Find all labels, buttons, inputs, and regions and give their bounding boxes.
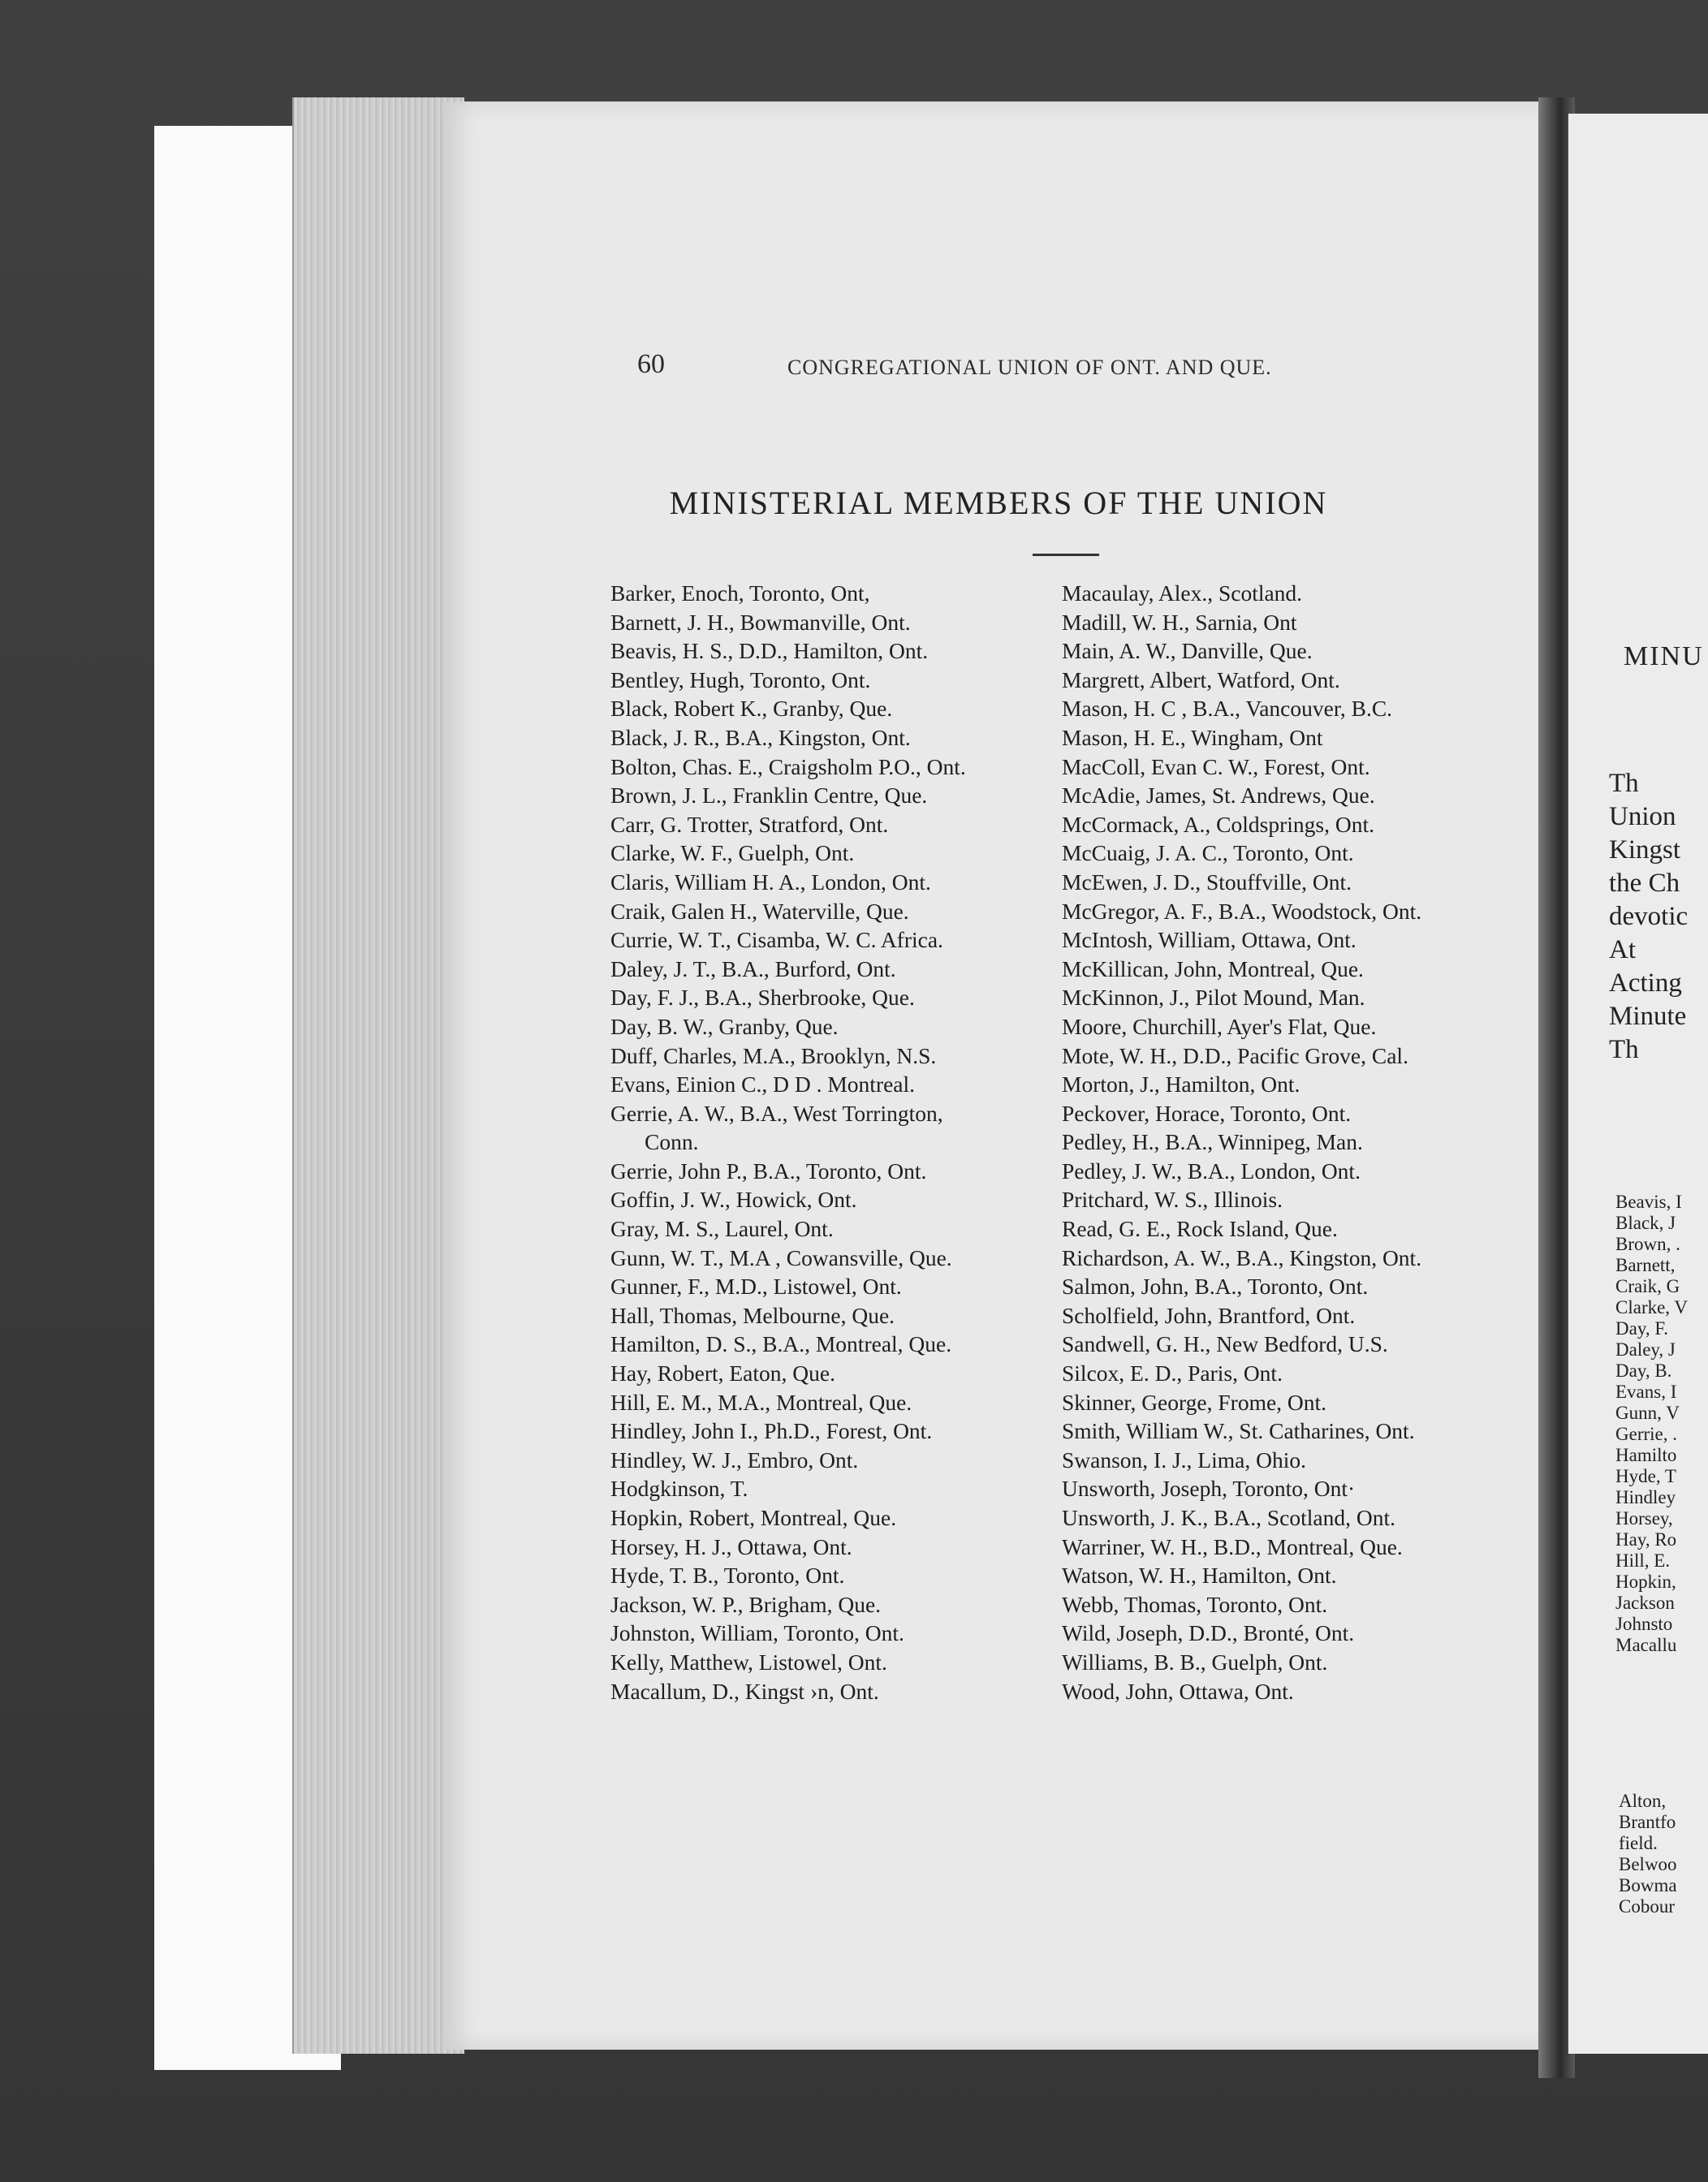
facing-name-line: Hamilto — [1615, 1445, 1677, 1465]
facing-place-line: Alton, — [1619, 1791, 1667, 1811]
member-entry: Watson, W. H., Hamilton, Ont. — [1062, 1563, 1337, 1589]
facing-name-line: Hopkin, — [1615, 1572, 1676, 1592]
member-entry: Sandwell, G. H., New Bedford, U.S. — [1062, 1331, 1388, 1357]
member-entry: Duff, Charles, M.A., Brooklyn, N.S. — [610, 1042, 937, 1068]
member-entry: Margrett, Albert, Watford, Ont. — [1062, 666, 1340, 692]
member-entry: McKinnon, J., Pilot Mound, Man. — [1062, 985, 1365, 1011]
book-page-edges — [292, 97, 464, 2054]
member-entry: Brown, J. L., Franklin Centre, Que. — [610, 783, 928, 809]
running-head-title: CONGREGATIONAL UNION OF ONT. AND QUE. — [787, 356, 1272, 379]
member-entry: Salmon, John, B.A., Toronto, Ont. — [1062, 1274, 1369, 1300]
member-entry: Day, F. J., B.A., Sherbrooke, Que. — [610, 985, 915, 1011]
member-entry: Bentley, Hugh, Toronto, Ont. — [610, 666, 871, 692]
facing-name-line: Beavis, I — [1615, 1192, 1682, 1212]
member-entry: Daley, J. T., B.A., Burford, Ont. — [610, 955, 896, 981]
member-entry: Pedley, H., B.A., Winnipeg, Man. — [1062, 1129, 1363, 1155]
member-entry: Kelly, Matthew, Listowel, Ont. — [610, 1649, 887, 1675]
member-entry: McEwen, J. D., Stouffville, Ont. — [1062, 869, 1352, 895]
member-entry: Johnston, William, Toronto, Ont. — [610, 1620, 904, 1646]
facing-name-line: Hill, E. — [1615, 1550, 1671, 1571]
page-number: 60 — [637, 349, 665, 379]
member-entry: Black, Robert K., Granby, Que. — [610, 696, 893, 722]
member-entry: Main, A. W., Danville, Que. — [1062, 638, 1313, 664]
member-entry: Hodgkinson, T. — [610, 1476, 748, 1502]
facing-name-line: Jackson — [1615, 1593, 1675, 1613]
facing-page-name-list — [1615, 1192, 1688, 1656]
member-entry: Madill, W. H., Sarnia, Ont — [1062, 609, 1297, 635]
member-entry: Pritchard, W. S., Illinois. — [1062, 1187, 1283, 1213]
member-entry: Peckover, Horace, Toronto, Ont. — [1062, 1100, 1352, 1126]
facing-name-line: Horsey, — [1615, 1508, 1673, 1529]
facing-name-line: Brown, . — [1615, 1234, 1680, 1254]
member-entry: Richardson, A. W., B.A., Kingston, Ont. — [1062, 1244, 1422, 1270]
facing-paragraph-line: devotic — [1609, 902, 1689, 931]
member-entry: Hopkin, Robert, Montreal, Que. — [610, 1505, 897, 1530]
member-entry: Webb, Thomas, Toronto, Ont. — [1062, 1591, 1328, 1617]
facing-name-line: Macallu — [1615, 1635, 1677, 1655]
member-entry: Barker, Enoch, Toronto, Ont, — [610, 580, 870, 606]
facing-paragraph-line: Th — [1609, 769, 1639, 798]
member-entry: Black, J. R., B.A., Kingston, Ont. — [610, 724, 911, 750]
member-entry: McGregor, A. F., B.A., Woodstock, Ont. — [1062, 898, 1422, 924]
member-entry: Gerrie, A. W., B.A., West Torrington, — [610, 1100, 943, 1126]
facing-name-line: Black, J — [1615, 1213, 1676, 1233]
facing-name-line: Day, B. — [1615, 1361, 1672, 1381]
facing-place-line: field. — [1619, 1833, 1658, 1853]
member-entry: Day, B. W., Granby, Que. — [610, 1013, 839, 1039]
member-entry: Barnett, J. H., Bowmanville, Ont. — [610, 609, 911, 635]
member-entry: Moore, Churchill, Ayer's Flat, Que. — [1062, 1013, 1377, 1039]
member-entry: Clarke, W. F., Guelph, Ont. — [610, 840, 855, 866]
member-entry: Smith, William W., St. Catharines, Ont. — [1062, 1418, 1415, 1444]
facing-name-line: Hindley — [1615, 1487, 1676, 1507]
facing-name-line: Gerrie, . — [1615, 1424, 1677, 1444]
running-head — [637, 349, 1449, 382]
facing-name-line: Daley, J — [1615, 1339, 1676, 1360]
member-entry: Wild, Joseph, D.D., Bronté, Ont. — [1062, 1620, 1355, 1646]
facing-page-place-list — [1619, 1791, 1677, 1917]
member-entry: Currie, W. T., Cisamba, W. C. Africa. — [610, 927, 943, 953]
member-entry: Craik, Galen H., Waterville, Que. — [610, 898, 909, 924]
facing-page — [1568, 114, 1708, 2054]
member-entry: Beavis, H. S., D.D., Hamilton, Ont. — [610, 638, 929, 664]
member-entry: Gerrie, John P., B.A., Toronto, Ont. — [610, 1158, 927, 1184]
facing-name-line: Gunn, V — [1615, 1403, 1680, 1423]
member-entry: Hyde, T. B., Toronto, Ont. — [610, 1563, 845, 1589]
facing-name-line: Johnsto — [1615, 1614, 1673, 1634]
member-entry: Gray, M. S., Laurel, Ont. — [610, 1216, 834, 1242]
member-entry: Gunner, F., M.D., Listowel, Ont. — [610, 1274, 902, 1300]
member-entry: Hall, Thomas, Melbourne, Que. — [610, 1302, 895, 1328]
member-entry: Macallum, D., Kingst ›n, Ont. — [610, 1678, 879, 1704]
facing-name-line: Barnett, — [1615, 1255, 1676, 1275]
member-entry: Evans, Einion C., D D . Montreal. — [610, 1072, 916, 1097]
member-entry: Morton, J., Hamilton, Ont. — [1062, 1072, 1300, 1097]
members-column-right — [1062, 579, 1541, 1705]
member-entry: McKillican, John, Montreal, Que. — [1062, 955, 1364, 981]
facing-paragraph-line: At — [1609, 935, 1636, 964]
member-entry: Read, G. E., Rock Island, Que. — [1062, 1216, 1338, 1242]
section-heading: MINISTERIAL MEMBERS OF THE UNION — [669, 485, 1328, 521]
member-entry: Unsworth, Joseph, Toronto, Ont· — [1062, 1476, 1356, 1502]
member-entry: McIntosh, William, Ottawa, Ont. — [1062, 927, 1356, 953]
facing-paragraph-line: Minute — [1609, 1002, 1687, 1031]
facing-place-line: Cobour — [1619, 1896, 1675, 1917]
member-entry: Warriner, W. H., B.D., Montreal, Que. — [1062, 1533, 1403, 1559]
member-entry: Mote, W. H., D.D., Pacific Grove, Cal. — [1062, 1042, 1408, 1068]
member-entry: Conn. — [645, 1129, 699, 1155]
member-entry: Hindley, John I., Ph.D., Forest, Ont. — [610, 1418, 933, 1444]
member-entry: McCuaig, J. A. C., Toronto, Ont. — [1062, 840, 1354, 866]
facing-page-heading: MINU — [1624, 641, 1704, 671]
member-entry: Hill, E. M., M.A., Montreal, Que. — [610, 1389, 912, 1415]
facing-name-line: Day, F. — [1615, 1318, 1669, 1339]
member-entry: McAdie, James, St. Andrews, Que. — [1062, 783, 1375, 809]
facing-paragraph-line: Union — [1609, 802, 1676, 831]
member-entry: Skinner, George, Frome, Ont. — [1062, 1389, 1327, 1415]
facing-name-line: Craik, G — [1615, 1276, 1680, 1296]
member-entry: Mason, H. C , B.A., Vancouver, B.C. — [1062, 696, 1393, 722]
facing-page-paragraph — [1609, 767, 1688, 1067]
member-entry: Goffin, J. W., Howick, Ont. — [610, 1187, 857, 1213]
member-entry: Gunn, W. T., M.A , Cowansville, Que. — [610, 1244, 952, 1270]
heading-rule — [1033, 554, 1099, 556]
member-entry: MacColl, Evan C. W., Forest, Ont. — [1062, 753, 1370, 779]
facing-place-line: Brantfo — [1619, 1812, 1676, 1832]
member-entry: Hay, Robert, Eaton, Que. — [610, 1361, 835, 1386]
facing-name-line: Evans, I — [1615, 1382, 1677, 1402]
member-entry: Mason, H. E., Wingham, Ont — [1062, 724, 1323, 750]
facing-name-line: Hyde, T — [1615, 1466, 1676, 1486]
member-entry: Bolton, Chas. E., Craigsholm P.O., Ont. — [610, 753, 966, 779]
facing-place-line: Bowma — [1619, 1875, 1677, 1895]
facing-name-line: Hay, Ro — [1615, 1529, 1677, 1550]
member-entry: Unsworth, J. K., B.A., Scotland, Ont. — [1062, 1505, 1395, 1530]
member-entry: Scholfield, John, Brantford, Ont. — [1062, 1302, 1356, 1328]
member-entry: Wood, John, Ottawa, Ont. — [1062, 1678, 1294, 1704]
facing-place-line: Belwoo — [1619, 1854, 1677, 1874]
member-entry: Claris, William H. A., London, Ont. — [610, 869, 931, 895]
facing-name-line: Clarke, V — [1615, 1297, 1689, 1317]
member-entry: Hindley, W. J., Embro, Ont. — [610, 1447, 859, 1473]
member-entry: Hamilton, D. S., B.A., Montreal, Que. — [610, 1331, 952, 1357]
members-column-left — [610, 579, 1065, 1705]
facing-paragraph-line: Acting — [1609, 968, 1682, 998]
member-entry: Pedley, J. W., B.A., London, Ont. — [1062, 1158, 1361, 1184]
member-entry: Silcox, E. D., Paris, Ont. — [1062, 1361, 1283, 1386]
member-entry: Horsey, H. J., Ottawa, Ont. — [610, 1533, 852, 1559]
facing-paragraph-line: Th — [1609, 1035, 1639, 1064]
facing-paragraph-line: Kingst — [1609, 835, 1681, 865]
member-entry: McCormack, A., Coldsprings, Ont. — [1062, 811, 1374, 837]
member-entry: Swanson, I. J., Lima, Ohio. — [1062, 1447, 1306, 1473]
member-entry: Jackson, W. P., Brigham, Que. — [610, 1591, 882, 1617]
member-entry: Macaulay, Alex., Scotland. — [1062, 580, 1303, 606]
member-entry: Carr, G. Trotter, Stratford, Ont. — [610, 811, 889, 837]
facing-paragraph-line: the Ch — [1609, 869, 1680, 898]
member-entry: Williams, B. B., Guelph, Ont. — [1062, 1649, 1328, 1675]
